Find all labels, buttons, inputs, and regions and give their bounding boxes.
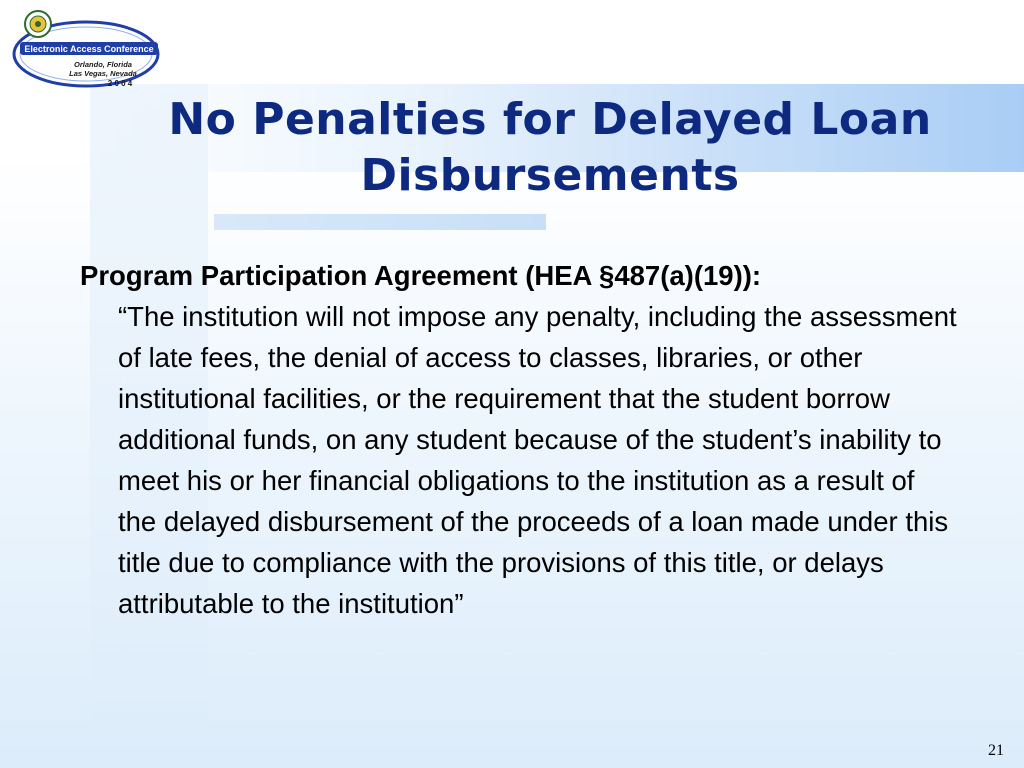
logo-location-1: Orlando, Florida (74, 60, 132, 69)
logo-name: Electronic Access Conference (24, 44, 154, 54)
slide-title (100, 92, 1000, 204)
agreement-quote: “The institution will not impose any penalty, including the assessment of late fees, the denial of access to classes, libraries, or other institutional facilities, or the requirement that the student borrow additional funds, on any student because of the student’s inability to meet his or her financial obligations to the institution as a result of the delayed disbursement of the proceeds of a loan made under this title due to compliance with the provisions of this title, or delays attributable to the institution” (118, 301, 957, 619)
title-line-2: Disbursements (360, 150, 740, 201)
logo-year: 2 0 0 4 (107, 79, 133, 88)
logo-location-2: Las Vegas, Nevada (69, 69, 137, 78)
page-number: 21 (988, 742, 1004, 759)
title-line-1: No Penalties for Delayed Loan (168, 94, 932, 145)
conference-logo (8, 8, 168, 92)
title-underline-band (214, 214, 546, 230)
slide-body (80, 255, 980, 624)
agreement-heading: Program Participation Agreement (HEA §487(a)(19)): (80, 260, 762, 291)
seal-icon (25, 11, 51, 37)
